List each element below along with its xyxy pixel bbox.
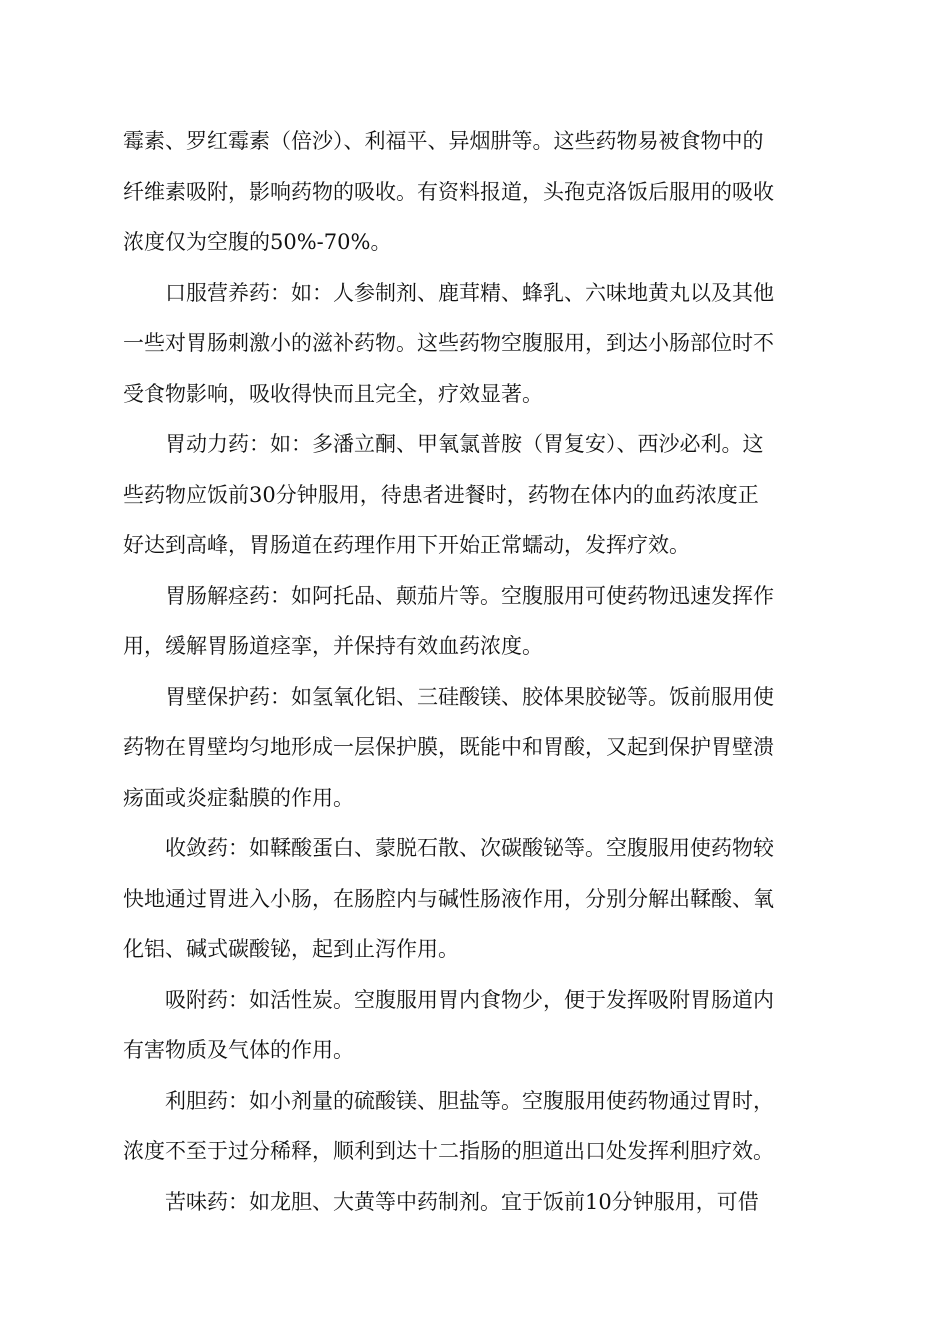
text-line: 化铝、碱式碳酸铋，起到止泻作用。	[123, 937, 459, 961]
text-line: 疡面或炎症黏膜的作用。	[123, 785, 354, 810]
text-line: 药物在胃壁均匀地形成一层保护膜，既能中和胃酸，又起到保护胃壁溃	[123, 735, 774, 759]
body-text	[123, 116, 823, 1227]
text-line: 利胆药：如小剂量的硫酸镁、胆盐等。空腹服用使药物通过胃时，	[123, 1088, 774, 1113]
text-line: 有害物质及气体的作用。	[123, 1038, 354, 1062]
text-line: 好达到高峰，胃肠道在药理作用下开始正常蠕动，发挥疗效。	[123, 533, 690, 557]
text-line: 胃肠解痉药：如阿托品、颠茄片等。空腹服用可使药物迅速发挥作	[123, 583, 774, 608]
text-line: 快地通过胃进入小肠，在肠腔内与碱性肠液作用，分别分解出鞣酸、氧	[123, 886, 774, 911]
text-line: 胃壁保护药：如氢氧化铝、三硅酸镁、胶体果胶铋等。饭前服用使	[123, 684, 774, 709]
text-line: 苦味药：如龙胆、大黄等中药制剂。宜于饭前10分钟服用，可借	[123, 1189, 759, 1214]
text-line: 吸附药：如活性炭。空腹服用胃内食物少，便于发挥吸附胃肠道内	[123, 987, 774, 1012]
text-line: 用，缓解胃肠道痉挛，并保持有效血药浓度。	[123, 634, 543, 658]
text-line: 口服营养药：如：人参制剂、鹿茸精、蜂乳、六味地黄丸以及其他	[123, 280, 774, 305]
text-line: 一些对胃肠刺激小的滋补药物。这些药物空腹服用，到达小肠部位时不	[123, 331, 774, 355]
text-line: 纤维素吸附，影响药物的吸收。有资料报道，头孢克洛饭后服用的吸收	[123, 179, 774, 204]
text-line: 霉素、罗红霉素（倍沙）、利福平、异烟肼等。这些药物易被食物中的	[123, 129, 764, 153]
text-line: 浓度不至于过分稀释，顺利到达十二指肠的胆道出口处发挥利胆疗效。	[123, 1139, 774, 1163]
text-line: 些药物应饭前30分钟服用，待患者进餐时，药物在体内的血药浓度正	[123, 482, 759, 507]
text-line: 收敛药：如鞣酸蛋白、蒙脱石散、次碳酸铋等。空腹服用使药物较	[123, 836, 774, 860]
text-line: 受食物影响，吸收得快而且完全，疗效显著。	[123, 381, 543, 406]
text-line: 胃动力药：如：多潘立酮、甲氧氯普胺（胃复安）、西沙必利。这	[123, 432, 764, 456]
text-line: 浓度仅为空腹的50%-70%。	[123, 230, 392, 254]
